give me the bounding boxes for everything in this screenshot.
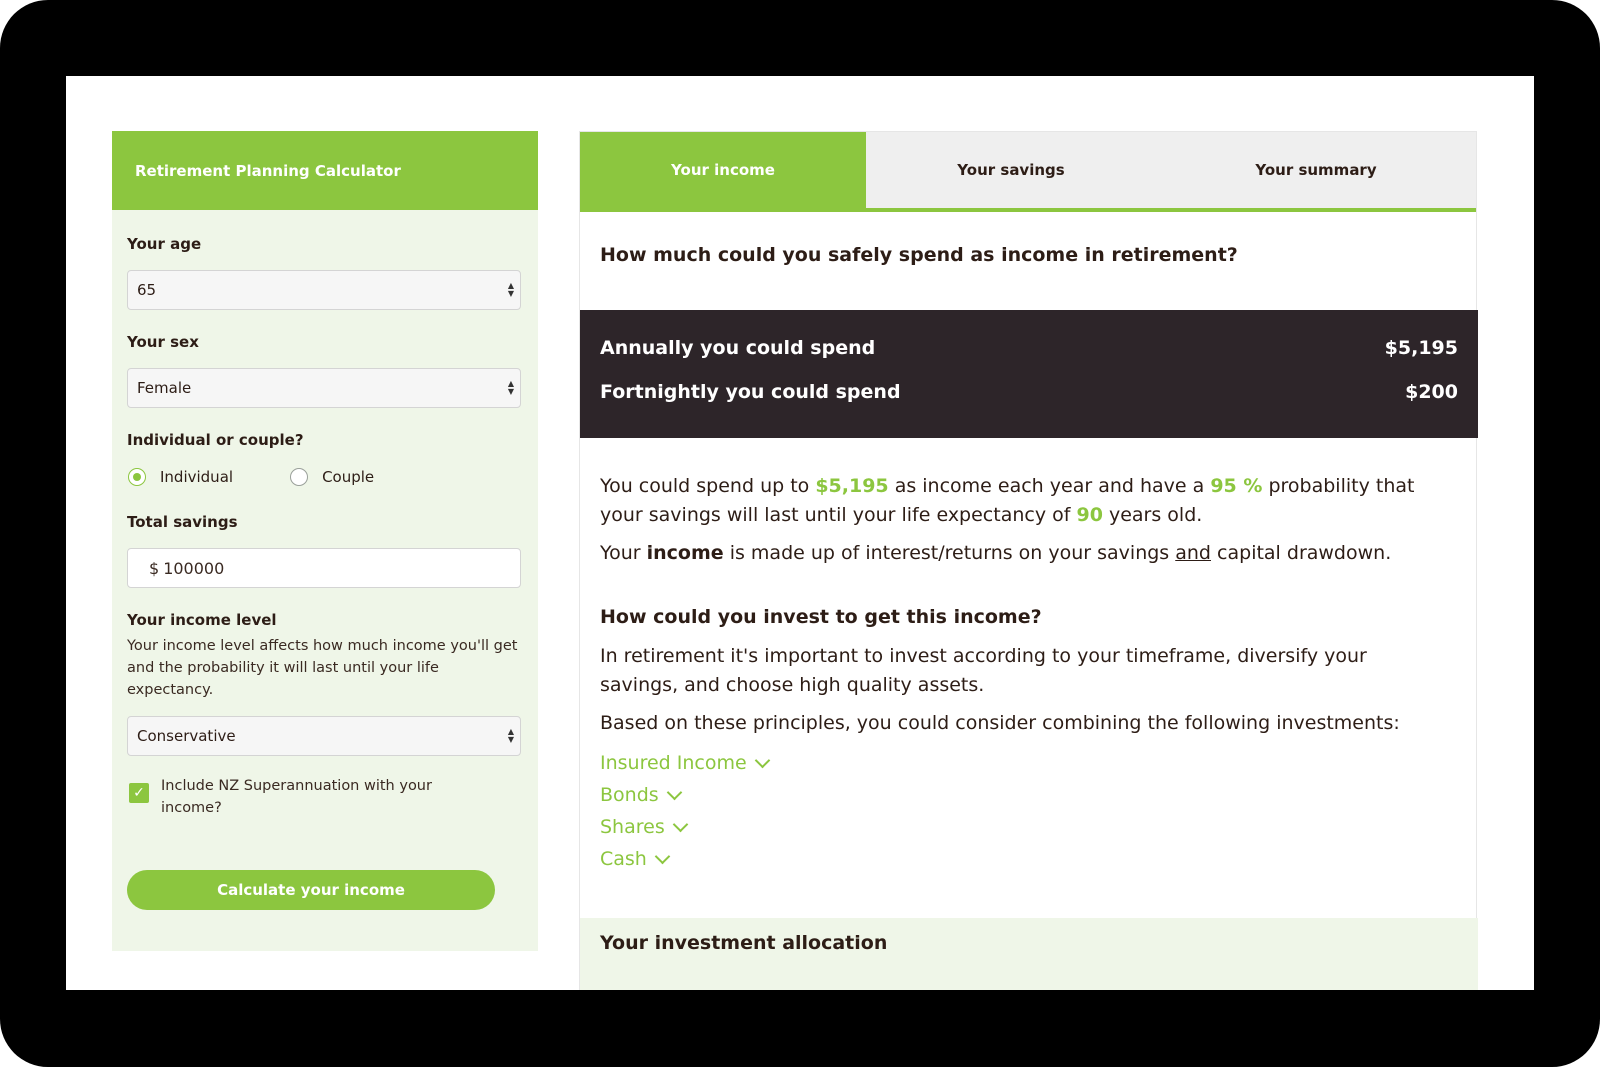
summary-text: probability that your savings will last until your life expectancy of	[600, 475, 1415, 526]
individual-radio[interactable]	[128, 468, 146, 486]
investment-label: Cash	[600, 848, 647, 870]
couple-radio[interactable]	[290, 468, 308, 486]
age-value: 65	[137, 281, 157, 299]
select-arrows-icon: ▲ ▼	[507, 727, 514, 744]
invest-paragraph-2: Based on these principles, you could consider combining the following investments:	[600, 712, 1400, 734]
tab-your-summary[interactable]: Your summary	[1156, 132, 1476, 208]
savings-input[interactable]	[127, 548, 521, 588]
household-label: Individual or couple?	[127, 431, 304, 449]
sex-value: Female	[137, 379, 192, 397]
annual-spend-row	[600, 337, 1458, 359]
calculate-button[interactable]: Calculate your income	[127, 870, 495, 910]
summary-probability: 95 %	[1210, 475, 1263, 497]
results-panel	[579, 131, 1477, 990]
sex-select[interactable]	[127, 368, 521, 408]
tab-your-income[interactable]: Your income	[580, 132, 866, 208]
fortnightly-spend-row	[600, 381, 1458, 403]
calculator-form-panel	[112, 131, 538, 951]
income-level-label: Your income level	[127, 611, 277, 629]
savings-label: Total savings	[127, 513, 238, 531]
invest-paragraph-1: In retirement it's important to invest according to your timeframe, diversify your savings, and choose high quality assets.	[600, 645, 1367, 696]
calculator-title: Retirement Planning Calculator	[112, 131, 538, 210]
select-arrows-icon: ▲ ▼	[507, 281, 514, 298]
income-composition-paragraph	[600, 539, 1450, 568]
income-question-heading: How much could you safely spend as income in retirement?	[600, 244, 1238, 266]
couple-radio-label[interactable]: Couple	[322, 468, 375, 486]
super-checkbox-label[interactable]: Include NZ Superannuation with your income?	[161, 778, 432, 816]
fortnightly-spend-value: $200	[1405, 381, 1458, 403]
annual-spend-label: Annually you could spend	[600, 337, 876, 359]
investment-label: Bonds	[600, 784, 659, 806]
income-level-select[interactable]	[127, 716, 521, 756]
spend-summary-box	[580, 310, 1478, 438]
income-level-help: Your income level affects how much income you'll get and the probability it will last until your life expectancy.	[127, 638, 518, 698]
income-text: is made up of interest/returns on your savings	[723, 542, 1176, 564]
individual-radio-label[interactable]: Individual	[160, 468, 234, 486]
select-arrows-icon: ▲ ▼	[507, 379, 514, 396]
fortnightly-spend-label: Fortnightly you could spend	[600, 381, 901, 403]
income-underlined: and	[1175, 542, 1211, 564]
summary-paragraph	[600, 472, 1450, 530]
tab-your-savings[interactable]: Your savings	[866, 132, 1156, 208]
income-bold: income	[646, 542, 724, 564]
chevron-down-icon	[754, 752, 770, 768]
investment-allocation-section	[580, 918, 1478, 990]
investment-shares[interactable]	[600, 816, 686, 838]
age-label: Your age	[127, 235, 202, 253]
investment-label: Shares	[600, 816, 665, 838]
age-select[interactable]	[127, 270, 521, 310]
income-text: Your	[600, 542, 647, 564]
summary-amount: $5,195	[815, 475, 889, 497]
household-radio-group	[128, 468, 374, 486]
investment-insured-income[interactable]	[600, 752, 768, 774]
chevron-down-icon	[666, 784, 682, 800]
investment-label: Insured Income	[600, 752, 747, 774]
summary-text: You could spend up to	[600, 475, 816, 497]
invest-heading: How could you invest to get this income?	[600, 606, 1042, 628]
chevron-down-icon	[655, 848, 671, 864]
allocation-heading: Your investment allocation	[600, 932, 888, 954]
summary-life-expectancy: 90	[1076, 504, 1103, 526]
screen	[66, 76, 1534, 990]
tab-bar	[580, 132, 1476, 212]
chevron-down-icon	[672, 816, 688, 832]
super-checkbox[interactable]	[129, 783, 149, 803]
income-text: capital drawdown.	[1211, 542, 1392, 564]
summary-text: as income each year and have a	[888, 475, 1211, 497]
annual-spend-value: $5,195	[1384, 337, 1458, 359]
investment-cash[interactable]	[600, 848, 668, 870]
sex-label: Your sex	[127, 333, 199, 351]
income-level-value: Conservative	[137, 727, 236, 745]
summary-text: years old.	[1102, 504, 1203, 526]
checkmark-icon: ✓	[133, 785, 145, 801]
savings-value: 100000	[163, 558, 225, 578]
currency-symbol: $	[149, 558, 160, 578]
investment-bonds[interactable]	[600, 784, 680, 806]
